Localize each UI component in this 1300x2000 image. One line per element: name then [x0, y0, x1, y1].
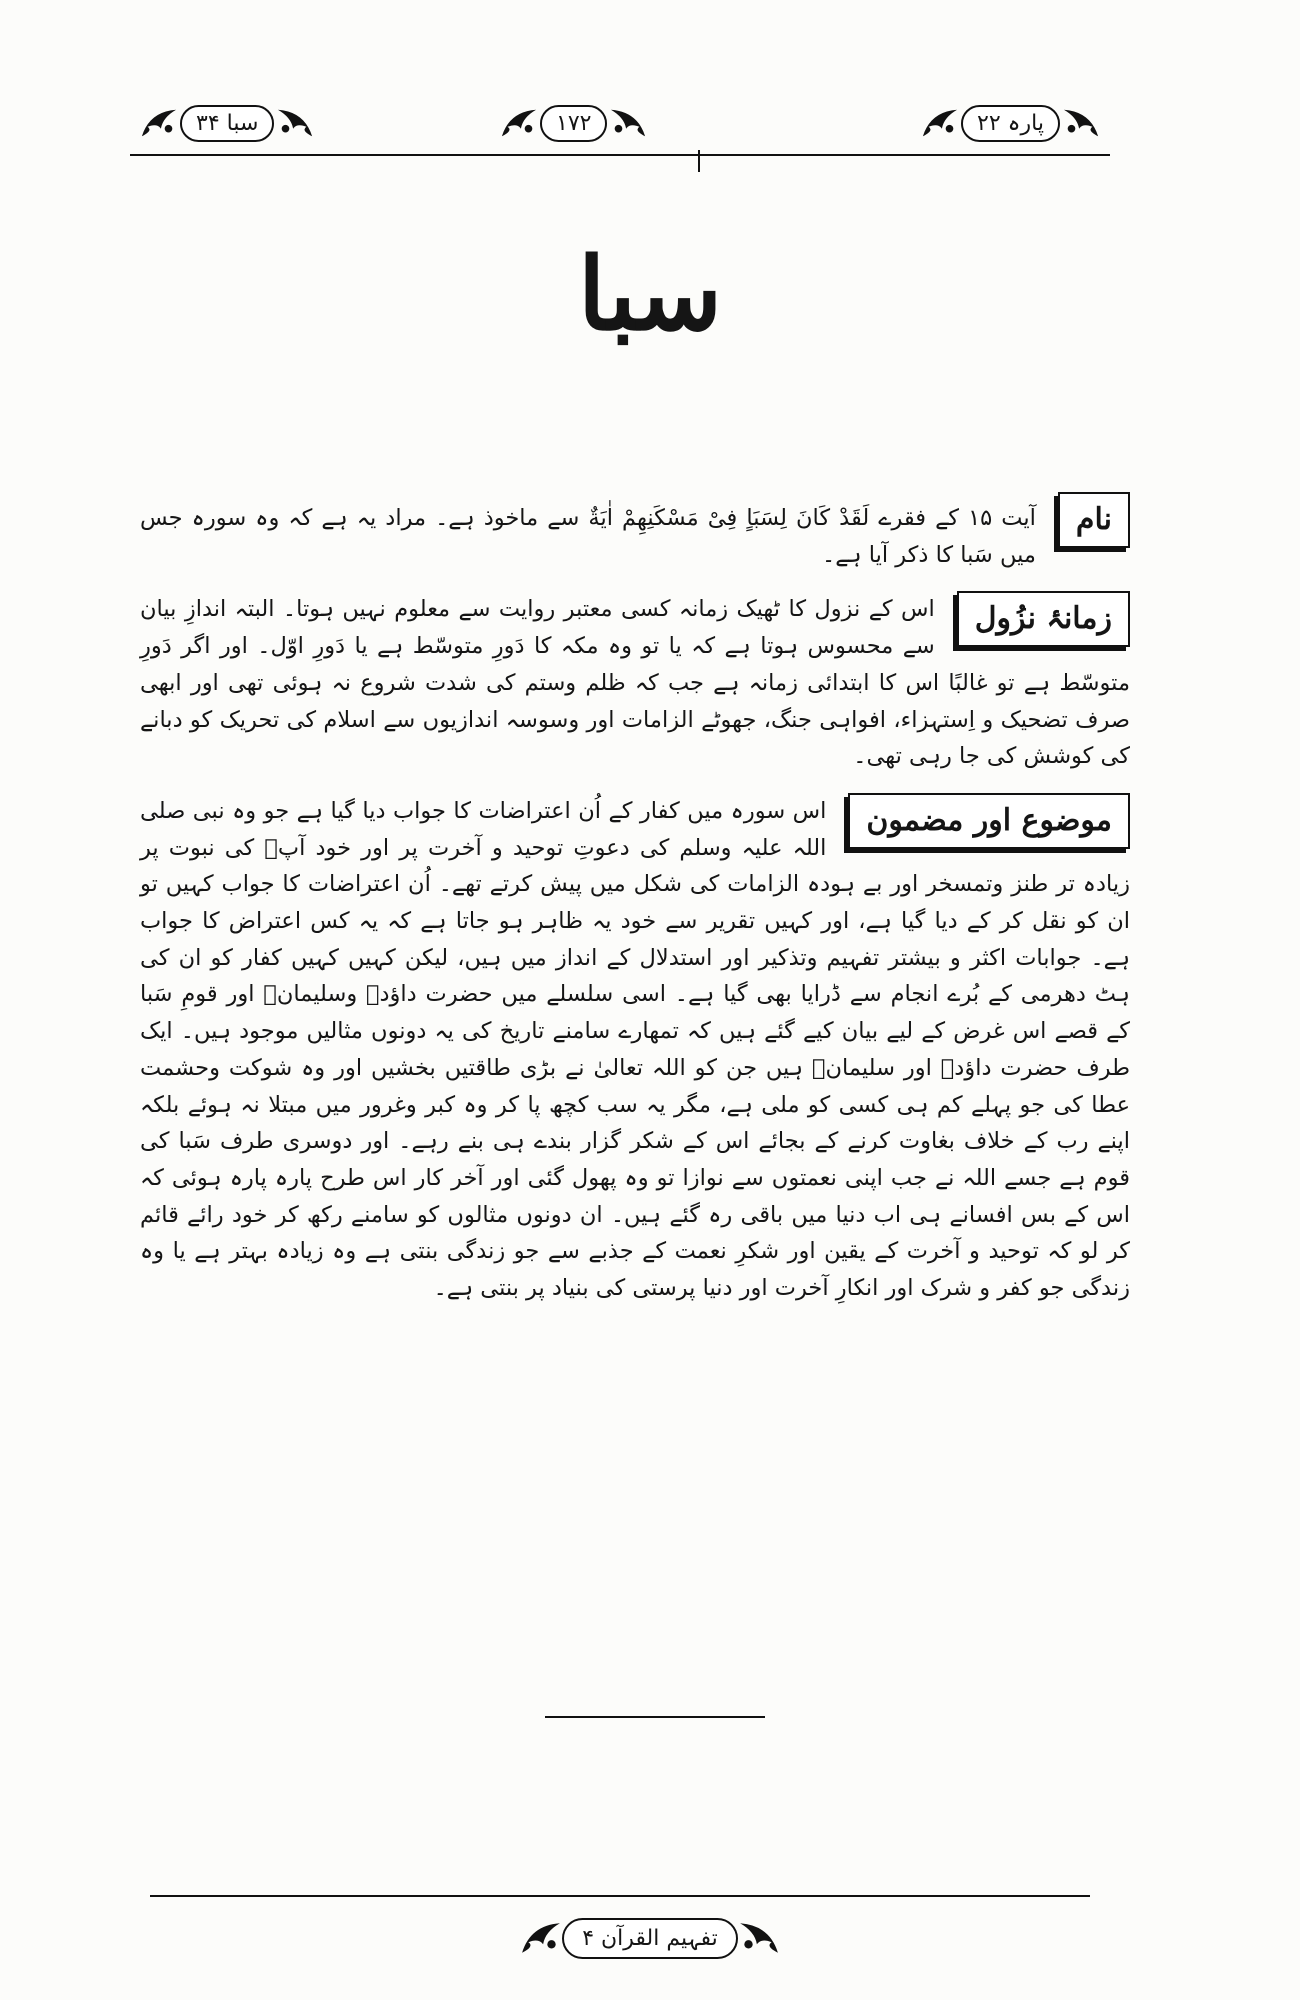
section-paragraph: آیت ۱۵ کے فقرے لَقَدْ كَانَ لِسَبَاٍ فِیْ مَسْكَنِهِمْ اٰیَةٌ سے ماخوذ ہے۔ مراد یہ ہے کہ وہ سورہ جس میں سَبا کا ذکر آیا ہے۔ — [140, 505, 1036, 568]
page-footer — [500, 1908, 800, 1968]
floral-ornament-icon — [921, 103, 959, 143]
section-heading: زمانۂ نزُول — [957, 591, 1130, 647]
floral-ornament-icon — [609, 103, 647, 143]
header-rule — [130, 154, 1110, 156]
footer-rule — [150, 1895, 1090, 1897]
page-title: سبا — [577, 235, 723, 353]
floral-ornament-icon — [500, 103, 538, 143]
section-paragraph: اس سورہ میں کفار کے اُن اعتراضات کا جواب دیا گیا ہے جو وہ نبی صلی اللہ علیہ وسلم کی دعوتِ توحید و آخرت پر اور خود آپؐ کی نبوت پر زیادہ تر طنز وتمسخر اور بے ہودہ الزامات کی شکل میں پیش کرتے تھے۔ اُن اعتراضات کا جواب کہیں تو ان کو نقل کر کے دیا گیا ہے، اور کہیں تقریر سے خود یہ ظاہر ہو جاتا ہے کہ یہ کس اعتراض کا جواب ہے۔ جوابات اکثر و بیشتر تفہیم وتذکیر اور استدلال کے انداز میں ہیں، لیکن کہیں کہیں کفار کو ان کی ہٹ دھرمی کے بُرے انجام سے ڈرایا بھی گیا ہے۔ اسی سلسلے میں حضرت داؤدؑ وسلیمانؑ اور قومِ سَبا کے قصے اس غرض کے لیے بیان کیے گئے ہیں کہ تمھارے سامنے تاریخ کی یہ دونوں مثالیں موجود ہیں۔ ایک طرف حضرت داؤدؑ اور سلیمانؑ ہیں جن کو اللہ تعالیٰ نے بڑی طاقتیں بخشیں اور وہ شوکت وحشمت عطا کی جو پہلے کم ہی کسی کو ملی ہے، مگر یہ سب کچھ پا کر وہ کبر وغرور میں مبتلا نہ ہوئے بلکہ اپنے رب کے خلاف بغاوت کرنے کے بجائے اس کے شکر گزار بندے ہی بنے رہے۔ اور دوسری طرف سَبا کی قوم ہے جسے اللہ نے جب اپنی نعمتوں سے نوازا تو وہ پھول گئی اور آخر کار اس طرح پارہ پارہ ہوئی کہ اس کے بس افسانے ہی اب دنیا میں باقی رہ گئے ہیں۔ ان دونوں مثالوں کو سامنے رکھ کر خود رائے قائم کر لو کہ توحید و آخرت کے یقین اور شکرِ نعمت کے جذبے سے جو زندگی بنتی ہے وہ زیادہ بہتر ہے یا وہ زندگی جو کفر و شرک اور انکارِ آخرت اور دنیا پرستی کی بنیاد پر بنتی ہے۔ — [140, 797, 1130, 1302]
section-period — [140, 591, 1130, 775]
section-heading: موضوع اور مضمون — [848, 793, 1130, 849]
page-number: ۱۷۲ — [540, 105, 607, 142]
section-name — [140, 500, 1130, 573]
para-label: پارہ ۲۲ — [961, 105, 1060, 142]
floral-ornament-icon — [738, 1917, 780, 1959]
para-cartouche — [921, 98, 1100, 148]
floral-ornament-icon — [140, 103, 178, 143]
end-rule — [545, 1716, 765, 1718]
floral-ornament-icon — [276, 103, 314, 143]
floral-ornament-icon — [520, 1917, 562, 1959]
surah-cartouche — [140, 98, 314, 148]
section-theme — [140, 793, 1130, 1307]
section-heading: نام — [1058, 492, 1130, 548]
section-paragraph: اس کے نزول کا ٹھیک زمانہ کسی معتبر روایت سے معلوم نہیں ہوتا۔ البتہ اندازِ بیان سے محسوس ہوتا ہے کہ یا تو وہ مکہ کا دَورِ متوسّط ہے یا دَورِ اوّل۔ اور اگر دَورِ متوسّط ہے تو غالبًا اس کا ابتدائی زمانہ ہے جب کہ ظلم وستم کی شدت شروع نہ ہوئی تھی اور ابھی صرف تضحیک و اِستہزاء، افواہی جنگ، جھوٹے الزامات اور وسوسہ اندازیوں سے اسلام کی تحریک کو دبانے کی کوشش کی جا رہی تھی۔ — [140, 596, 1130, 770]
book-title: تفہیم القرآن ۴ — [562, 1918, 738, 1959]
margin-tick — [698, 150, 700, 172]
floral-ornament-icon — [1062, 103, 1100, 143]
page-header — [130, 92, 1110, 162]
surah-label: سبا ۳۴ — [180, 105, 274, 142]
body-text — [140, 500, 1130, 1325]
page-number-cartouche — [500, 98, 647, 148]
